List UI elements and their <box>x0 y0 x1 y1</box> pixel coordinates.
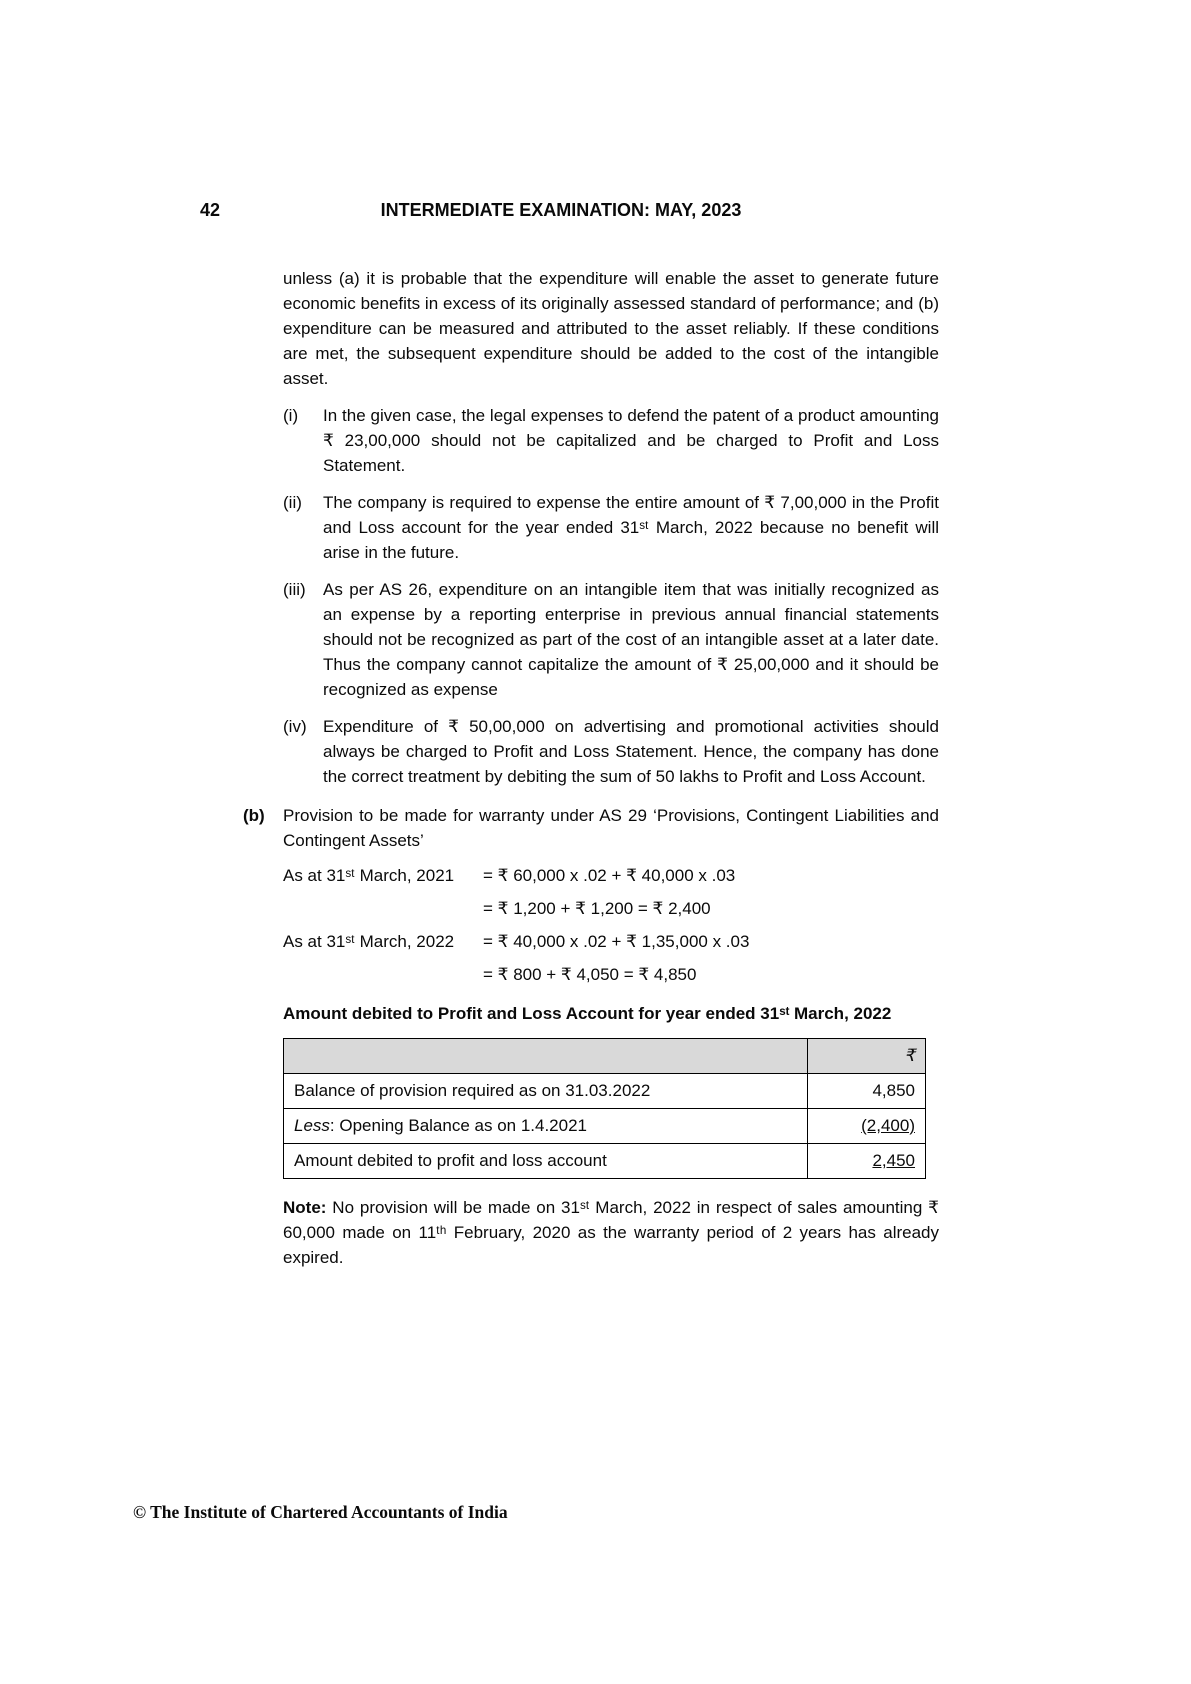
value-text: (2,400) <box>861 1116 915 1135</box>
label-italic-part: Less <box>294 1116 330 1135</box>
note-label: Note: <box>283 1198 327 1217</box>
value-text: 2,450 <box>872 1151 915 1170</box>
calc-label <box>283 896 483 921</box>
list-marker: (iii) <box>283 580 306 599</box>
list-item-text: The company is required to expense the entire amount of ₹ 7,00,000 in the Profit and Loss account for the year ended 31ˢᵗ March, 2022 because no benefit will arise in the future. <box>323 493 939 562</box>
table-header-row <box>284 1039 926 1074</box>
list-item-text: Expenditure of ₹ 50,00,000 on advertising and promotional activities should always be charged to Profit and Loss Statement. Hence, the company has done the correct treatment by debiting the sum of 50 lakhs to Profit and Loss Account. <box>323 717 939 786</box>
list-item-iii <box>283 577 939 702</box>
copyright-footer: © The Institute of Chartered Accountants of India <box>133 1502 508 1522</box>
list-marker: (ii) <box>283 493 302 512</box>
note-text: No provision will be made on 31ˢᵗ March, 2022 in respect of sales amounting ₹ 60,000 made on 11ᵗʰ February, 2020 as the warranty period of 2 years has already expired. <box>283 1198 939 1267</box>
calc-label: As at 31ˢᵗ March, 2021 <box>283 866 455 885</box>
section-b-marker: (b) <box>243 806 265 825</box>
list-item-text: As per AS 26, expenditure on an intangible item that was initially recognized as an expense by a reporting enterprise in previous annual financial statements should not be recognized as part of the cost of an intangible asset at a later date. Thus the company cannot capitalize the amount of ₹ 25,00,000 and it should be recognized as expense <box>323 580 939 699</box>
provision-table <box>283 1038 926 1179</box>
page-header <box>0 200 1191 226</box>
label-text: Balance of provision required as on 31.03.2022 <box>294 1081 651 1100</box>
table-row <box>284 1144 926 1179</box>
list-marker: (iv) <box>283 717 307 736</box>
value-text: 4,850 <box>872 1081 915 1100</box>
list-marker: (i) <box>283 406 299 425</box>
calc-row <box>283 896 939 921</box>
list-item-iv <box>283 714 939 789</box>
section-b-text: Provision to be made for warranty under AS 29 ‘Provisions, Contingent Liabilities and Contingent Assets’ <box>283 806 939 850</box>
calc-equation: = ₹ 60,000 x .02 + ₹ 40,000 x .03 <box>483 866 736 885</box>
table-cell-label <box>284 1109 808 1144</box>
calc-row <box>283 863 939 888</box>
label-text: : Opening Balance as on 1.4.2021 <box>329 1116 588 1135</box>
answer-list <box>283 403 939 789</box>
label-text: Amount debited to profit and loss account <box>294 1151 607 1170</box>
warranty-calculations <box>283 863 939 987</box>
table-cell-value <box>808 1109 926 1144</box>
list-item-i <box>283 403 939 478</box>
calc-equation: = ₹ 40,000 x .02 + ₹ 1,35,000 x .03 <box>483 932 750 951</box>
calc-label: As at 31ˢᵗ March, 2022 <box>283 932 455 951</box>
table-cell-value <box>808 1144 926 1179</box>
table-row <box>284 1074 926 1109</box>
intro-paragraph: unless (a) it is probable that the expenditure will enable the asset to generate future economic benefits in excess of its originally assessed standard of performance; and (b) expenditure can be measured and attributed to the asset reliably. If these conditions are met, the subsequent expenditure should be added to the cost of the intangible asset. <box>283 269 939 388</box>
page-number: 42 <box>200 200 221 220</box>
table-heading: Amount debited to Profit and Loss Account for year ended 31ˢᵗ March, 2022 <box>283 1004 892 1023</box>
table-cell-label <box>284 1144 808 1179</box>
section-b <box>243 803 939 853</box>
list-item-text: In the given case, the legal expenses to defend the patent of a product amounting ₹ 23,00,000 should not be capitalized and be charged to Profit and Loss Statement. <box>323 406 939 475</box>
list-item-ii <box>283 490 939 565</box>
table-header-empty-cell <box>284 1039 808 1074</box>
page-content <box>243 266 939 1270</box>
note-paragraph <box>283 1195 939 1270</box>
calc-equation: = ₹ 1,200 + ₹ 1,200 = ₹ 2,400 <box>483 899 711 918</box>
table-cell-label <box>284 1074 808 1109</box>
calc-row <box>283 929 939 954</box>
page-title: INTERMEDIATE EXAMINATION: MAY, 2023 <box>380 200 742 220</box>
calc-row <box>283 962 939 987</box>
table-row <box>284 1109 926 1144</box>
table-header-currency-cell: ₹ <box>808 1039 926 1074</box>
calc-label <box>283 962 483 987</box>
table-cell-value <box>808 1074 926 1109</box>
calc-equation: = ₹ 800 + ₹ 4,050 = ₹ 4,850 <box>483 965 697 984</box>
